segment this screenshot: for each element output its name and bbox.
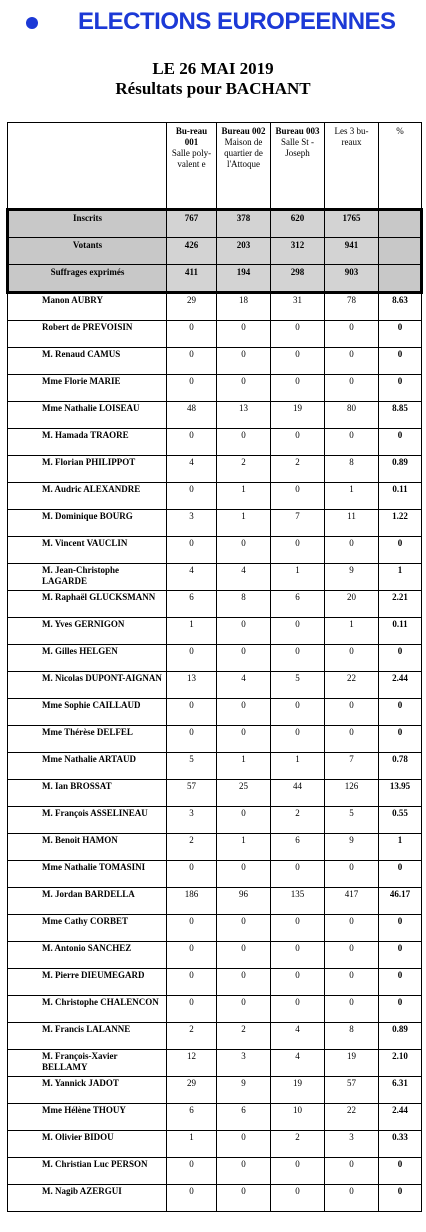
candidate-cell-b1: 0 <box>167 321 217 348</box>
candidate-cell-b2: 4 <box>217 564 271 591</box>
candidate-name: M. Audric ALEXANDRE <box>8 483 167 510</box>
candidate-cell-pct: 6.31 <box>379 1077 422 1104</box>
candidate-cell-total: 1 <box>325 618 379 645</box>
candidate-cell-b2: 25 <box>217 780 271 807</box>
candidate-cell-total: 20 <box>325 591 379 618</box>
candidate-cell-b1: 3 <box>167 807 217 834</box>
candidate-cell-b2: 0 <box>217 996 271 1023</box>
candidate-cell-b1: 1 <box>167 618 217 645</box>
table-row <box>8 1185 422 1212</box>
candidate-cell-b1: 6 <box>167 1104 217 1131</box>
candidate-cell-total: 0 <box>325 996 379 1023</box>
candidate-cell-b3: 19 <box>271 1077 325 1104</box>
candidate-cell-b3: 0 <box>271 996 325 1023</box>
candidate-name: M. Nagib AZERGUI <box>8 1185 167 1212</box>
candidate-cell-b2: 0 <box>217 699 271 726</box>
candidate-cell-b2: 0 <box>217 969 271 996</box>
table-row <box>8 1077 422 1104</box>
candidate-cell-b3: 1 <box>271 753 325 780</box>
candidate-cell-pct: 0 <box>379 996 422 1023</box>
candidate-cell-b1: 57 <box>167 780 217 807</box>
candidate-cell-total: 1 <box>325 483 379 510</box>
candidate-cell-b3: 0 <box>271 699 325 726</box>
candidate-cell-b1: 6 <box>167 591 217 618</box>
candidate-cell-b2: 0 <box>217 645 271 672</box>
candidate-cell-total: 78 <box>325 293 379 321</box>
candidate-cell-pct: 0 <box>379 1158 422 1185</box>
candidate-cell-b2: 1 <box>217 834 271 861</box>
candidate-cell-pct: 0 <box>379 645 422 672</box>
candidate-cell-b1: 0 <box>167 1158 217 1185</box>
candidate-cell-b2: 9 <box>217 1077 271 1104</box>
candidate-cell-b1: 0 <box>167 348 217 375</box>
candidate-name: M. Dominique BOURG <box>8 510 167 537</box>
candidate-cell-b3: 6 <box>271 834 325 861</box>
candidate-cell-b2: 18 <box>217 293 271 321</box>
candidate-cell-b3: 0 <box>271 915 325 942</box>
summary-cell-total: 1765 <box>325 210 379 238</box>
candidate-name: Mme Nathalie TOMASINI <box>8 861 167 888</box>
candidate-cell-b2: 0 <box>217 1185 271 1212</box>
candidate-cell-b1: 0 <box>167 1185 217 1212</box>
summary-cell-b1: 426 <box>167 238 217 265</box>
candidate-cell-b3: 6 <box>271 591 325 618</box>
candidate-cell-b3: 31 <box>271 293 325 321</box>
candidate-cell-b1: 2 <box>167 1023 217 1050</box>
candidate-cell-total: 22 <box>325 1104 379 1131</box>
candidate-cell-total: 8 <box>325 456 379 483</box>
candidate-cell-b2: 0 <box>217 861 271 888</box>
table-row <box>8 1023 422 1050</box>
header-total: Les 3 bu-reaux <box>325 123 379 210</box>
summary-cell-b2: 194 <box>217 265 271 293</box>
summary-cell-pct <box>379 210 422 238</box>
candidate-cell-b3: 0 <box>271 726 325 753</box>
candidate-name: Mme Hélène THOUY <box>8 1104 167 1131</box>
candidate-name: M. Hamada TRAORE <box>8 429 167 456</box>
table-row <box>8 510 422 537</box>
candidate-cell-b1: 0 <box>167 375 217 402</box>
table-row <box>8 645 422 672</box>
header-bureau-003: Bureau 003 Salle St -Joseph <box>271 123 325 210</box>
table-row <box>8 591 422 618</box>
candidate-cell-pct: 0.11 <box>379 618 422 645</box>
candidate-cell-b3: 0 <box>271 969 325 996</box>
candidate-cell-total: 0 <box>325 699 379 726</box>
summary-cell-total: 941 <box>325 238 379 265</box>
candidate-cell-pct: 0 <box>379 321 422 348</box>
candidate-cell-b2: 6 <box>217 1104 271 1131</box>
candidate-cell-total: 0 <box>325 942 379 969</box>
candidate-name: M. Antonio SANCHEZ <box>8 942 167 969</box>
candidate-cell-total: 0 <box>325 429 379 456</box>
candidate-cell-b1: 186 <box>167 888 217 915</box>
candidate-name: M. François-Xavier BELLAMY <box>8 1050 167 1077</box>
candidate-cell-b3: 0 <box>271 861 325 888</box>
candidate-cell-total: 9 <box>325 564 379 591</box>
candidate-cell-b2: 0 <box>217 726 271 753</box>
summary-row <box>8 210 422 238</box>
document-header <box>0 0 426 120</box>
table-row <box>8 942 422 969</box>
candidate-name: M. Benoit HAMON <box>8 834 167 861</box>
table-row <box>8 1158 422 1185</box>
bullet-icon <box>26 17 38 29</box>
candidate-cell-pct: 2.21 <box>379 591 422 618</box>
candidate-cell-b3: 4 <box>271 1023 325 1050</box>
candidate-cell-b2: 96 <box>217 888 271 915</box>
candidate-cell-b1: 4 <box>167 564 217 591</box>
candidate-cell-pct: 0 <box>379 348 422 375</box>
table-row <box>8 915 422 942</box>
candidate-cell-b1: 0 <box>167 483 217 510</box>
page-title: ELECTIONS EUROPEENNES <box>78 8 396 35</box>
summary-cell-b3: 298 <box>271 265 325 293</box>
candidate-cell-b1: 0 <box>167 915 217 942</box>
table-row <box>8 483 422 510</box>
candidate-cell-pct: 2.44 <box>379 1104 422 1131</box>
candidate-cell-pct: 0 <box>379 861 422 888</box>
candidate-name: M. Nicolas DUPONT-AIGNAN <box>8 672 167 699</box>
candidate-name: M. Renaud CAMUS <box>8 348 167 375</box>
candidate-cell-pct: 13.95 <box>379 780 422 807</box>
table-row <box>8 564 422 591</box>
candidate-cell-b3: 10 <box>271 1104 325 1131</box>
results-body <box>8 210 422 1212</box>
table-row <box>8 293 422 321</box>
candidate-cell-total: 0 <box>325 726 379 753</box>
candidate-cell-b1: 5 <box>167 753 217 780</box>
candidate-cell-b3: 0 <box>271 321 325 348</box>
candidate-cell-b1: 13 <box>167 672 217 699</box>
candidate-cell-b1: 0 <box>167 726 217 753</box>
summary-label: Inscrits <box>8 210 167 238</box>
candidate-cell-b3: 2 <box>271 456 325 483</box>
table-row <box>8 699 422 726</box>
candidate-cell-total: 0 <box>325 645 379 672</box>
candidate-cell-pct: 0.78 <box>379 753 422 780</box>
candidate-cell-b1: 29 <box>167 1077 217 1104</box>
table-header-row <box>8 123 422 210</box>
candidate-cell-total: 0 <box>325 915 379 942</box>
header-bureau-001: Bu-reau 001 Salle poly-valent e <box>167 123 217 210</box>
candidate-name: M. Gilles HELGEN <box>8 645 167 672</box>
candidate-name: M. Vincent VAUCLIN <box>8 537 167 564</box>
candidate-cell-pct: 2.44 <box>379 672 422 699</box>
candidate-cell-total: 22 <box>325 672 379 699</box>
candidate-cell-b2: 0 <box>217 618 271 645</box>
summary-cell-pct <box>379 238 422 265</box>
candidate-cell-b3: 0 <box>271 375 325 402</box>
candidate-name: M. Christian Luc PERSON <box>8 1158 167 1185</box>
candidate-cell-pct: 0.33 <box>379 1131 422 1158</box>
candidate-cell-b1: 1 <box>167 1131 217 1158</box>
election-date: LE 26 MAI 2019 <box>152 59 274 78</box>
candidate-cell-b1: 4 <box>167 456 217 483</box>
candidate-cell-b1: 48 <box>167 402 217 429</box>
candidate-cell-b1: 0 <box>167 969 217 996</box>
table-row <box>8 861 422 888</box>
candidate-cell-b1: 0 <box>167 537 217 564</box>
candidate-name: M. Christophe CHALENCON <box>8 996 167 1023</box>
summary-label: Votants <box>8 238 167 265</box>
candidate-cell-b3: 4 <box>271 1050 325 1077</box>
candidate-cell-total: 0 <box>325 969 379 996</box>
table-row <box>8 996 422 1023</box>
candidate-cell-pct: 8.85 <box>379 402 422 429</box>
candidate-name: M. François ASSELINEAU <box>8 807 167 834</box>
candidate-cell-b3: 19 <box>271 402 325 429</box>
candidate-cell-pct: 46.17 <box>379 888 422 915</box>
summary-row <box>8 238 422 265</box>
candidate-cell-b2: 0 <box>217 348 271 375</box>
candidate-cell-b3: 0 <box>271 483 325 510</box>
table-row <box>8 402 422 429</box>
candidate-name: Mme Nathalie ARTAUD <box>8 753 167 780</box>
candidate-name: Mme Sophie CAILLAUD <box>8 699 167 726</box>
table-row <box>8 888 422 915</box>
candidate-name: Mme Nathalie LOISEAU <box>8 402 167 429</box>
candidate-name: M. Ian BROSSAT <box>8 780 167 807</box>
candidate-cell-b3: 44 <box>271 780 325 807</box>
candidate-cell-pct: 2.10 <box>379 1050 422 1077</box>
candidate-cell-b2: 4 <box>217 672 271 699</box>
results-subtitle: Résultats pour BACHANT <box>115 79 311 98</box>
table-row <box>8 456 422 483</box>
table-row <box>8 969 422 996</box>
candidate-cell-b1: 0 <box>167 699 217 726</box>
candidate-cell-pct: 0 <box>379 1185 422 1212</box>
candidate-name: M. Florian PHILIPPOT <box>8 456 167 483</box>
table-row <box>8 348 422 375</box>
table-row <box>8 672 422 699</box>
candidate-cell-total: 0 <box>325 348 379 375</box>
candidate-name: Robert de PREVOISIN <box>8 321 167 348</box>
candidate-cell-pct: 0 <box>379 699 422 726</box>
results-table <box>6 122 423 1212</box>
candidate-name: Mme Florie MARIE <box>8 375 167 402</box>
candidate-cell-b2: 0 <box>217 375 271 402</box>
candidate-cell-total: 19 <box>325 1050 379 1077</box>
candidate-cell-b3: 0 <box>271 618 325 645</box>
candidate-cell-b2: 8 <box>217 591 271 618</box>
candidate-cell-b2: 3 <box>217 1050 271 1077</box>
summary-cell-b2: 378 <box>217 210 271 238</box>
candidate-cell-total: 3 <box>325 1131 379 1158</box>
summary-cell-b1: 767 <box>167 210 217 238</box>
candidate-cell-b2: 0 <box>217 942 271 969</box>
candidate-cell-b2: 1 <box>217 510 271 537</box>
table-row <box>8 321 422 348</box>
candidate-cell-b1: 29 <box>167 293 217 321</box>
candidate-cell-b3: 135 <box>271 888 325 915</box>
candidate-cell-b2: 0 <box>217 807 271 834</box>
header-bureau-002: Bureau 002 Maison de quartier de l'Attoque <box>217 123 271 210</box>
candidate-cell-total: 126 <box>325 780 379 807</box>
candidate-cell-pct: 1 <box>379 564 422 591</box>
candidate-cell-b3: 5 <box>271 672 325 699</box>
candidate-cell-pct: 0 <box>379 375 422 402</box>
candidate-cell-pct: 1.22 <box>379 510 422 537</box>
candidate-cell-total: 7 <box>325 753 379 780</box>
candidate-name: M. Raphaël GLUCKSMANN <box>8 591 167 618</box>
candidate-cell-b2: 1 <box>217 753 271 780</box>
candidate-cell-total: 8 <box>325 1023 379 1050</box>
candidate-cell-b1: 0 <box>167 942 217 969</box>
candidate-cell-pct: 0 <box>379 942 422 969</box>
table-row <box>8 753 422 780</box>
candidate-cell-total: 11 <box>325 510 379 537</box>
candidate-cell-b2: 0 <box>217 1158 271 1185</box>
candidate-cell-b2: 0 <box>217 1131 271 1158</box>
candidate-cell-total: 5 <box>325 807 379 834</box>
candidate-cell-b2: 0 <box>217 915 271 942</box>
candidate-cell-b3: 0 <box>271 348 325 375</box>
candidate-cell-b3: 1 <box>271 564 325 591</box>
table-row <box>8 726 422 753</box>
header-percent: % <box>379 123 422 210</box>
summary-cell-b3: 620 <box>271 210 325 238</box>
table-row <box>8 618 422 645</box>
candidate-cell-b1: 0 <box>167 996 217 1023</box>
summary-cell-b1: 411 <box>167 265 217 293</box>
candidate-name: Manon AUBRY <box>8 293 167 321</box>
candidate-cell-b1: 12 <box>167 1050 217 1077</box>
table-row <box>8 1104 422 1131</box>
table-row <box>8 537 422 564</box>
candidate-cell-pct: 8.63 <box>379 293 422 321</box>
candidate-cell-b1: 3 <box>167 510 217 537</box>
candidate-cell-b2: 1 <box>217 483 271 510</box>
candidate-cell-b2: 2 <box>217 456 271 483</box>
candidate-cell-pct: 1 <box>379 834 422 861</box>
candidate-cell-b3: 0 <box>271 1158 325 1185</box>
summary-label: Suffrages exprimés <box>8 265 167 293</box>
table-row <box>8 1050 422 1077</box>
summary-cell-pct <box>379 265 422 293</box>
candidate-cell-total: 0 <box>325 1158 379 1185</box>
candidate-cell-total: 0 <box>325 375 379 402</box>
candidate-cell-total: 0 <box>325 1185 379 1212</box>
candidate-cell-b3: 2 <box>271 807 325 834</box>
candidate-cell-pct: 0.89 <box>379 1023 422 1050</box>
candidate-cell-b1: 0 <box>167 645 217 672</box>
candidate-cell-b3: 0 <box>271 645 325 672</box>
candidate-cell-pct: 0 <box>379 915 422 942</box>
candidate-name: M. Olivier BIDOU <box>8 1131 167 1158</box>
candidate-cell-b1: 0 <box>167 861 217 888</box>
candidate-cell-pct: 0.11 <box>379 483 422 510</box>
candidate-cell-total: 57 <box>325 1077 379 1104</box>
table-row <box>8 375 422 402</box>
candidate-cell-pct: 0 <box>379 726 422 753</box>
candidate-name: Mme Cathy CORBET <box>8 915 167 942</box>
candidate-cell-total: 0 <box>325 321 379 348</box>
candidate-name: M. Jordan BARDELLA <box>8 888 167 915</box>
candidate-cell-pct: 0 <box>379 537 422 564</box>
candidate-name: Mme Thérèse DELFEL <box>8 726 167 753</box>
candidate-cell-b2: 0 <box>217 321 271 348</box>
summary-row <box>8 265 422 293</box>
candidate-name: M. Pierre DIEUMEGARD <box>8 969 167 996</box>
candidate-name: M. Francis LALANNE <box>8 1023 167 1050</box>
candidate-cell-total: 9 <box>325 834 379 861</box>
summary-cell-b2: 203 <box>217 238 271 265</box>
table-row <box>8 1131 422 1158</box>
candidate-cell-b1: 2 <box>167 834 217 861</box>
candidate-cell-b3: 0 <box>271 429 325 456</box>
candidate-cell-b3: 0 <box>271 537 325 564</box>
candidate-name: M. Yves GERNIGON <box>8 618 167 645</box>
header-empty-cell <box>8 123 167 210</box>
candidate-cell-total: 80 <box>325 402 379 429</box>
candidate-cell-b2: 0 <box>217 537 271 564</box>
candidate-name: M. Yannick JADOT <box>8 1077 167 1104</box>
table-row <box>8 834 422 861</box>
candidate-cell-b3: 7 <box>271 510 325 537</box>
candidate-cell-pct: 0.55 <box>379 807 422 834</box>
candidate-cell-total: 0 <box>325 861 379 888</box>
summary-cell-total: 903 <box>325 265 379 293</box>
table-row <box>8 780 422 807</box>
candidate-cell-pct: 0.89 <box>379 456 422 483</box>
candidate-cell-total: 417 <box>325 888 379 915</box>
summary-cell-b3: 312 <box>271 238 325 265</box>
candidate-cell-b2: 13 <box>217 402 271 429</box>
table-row <box>8 429 422 456</box>
candidate-cell-pct: 0 <box>379 429 422 456</box>
candidate-cell-b3: 0 <box>271 942 325 969</box>
candidate-cell-b2: 2 <box>217 1023 271 1050</box>
candidate-cell-b2: 0 <box>217 429 271 456</box>
candidate-cell-pct: 0 <box>379 969 422 996</box>
table-row <box>8 807 422 834</box>
candidate-name: M. Jean-Christophe LAGARDE <box>8 564 167 591</box>
candidate-cell-b3: 0 <box>271 1185 325 1212</box>
candidate-cell-total: 0 <box>325 537 379 564</box>
candidate-cell-b1: 0 <box>167 429 217 456</box>
candidate-cell-b3: 2 <box>271 1131 325 1158</box>
